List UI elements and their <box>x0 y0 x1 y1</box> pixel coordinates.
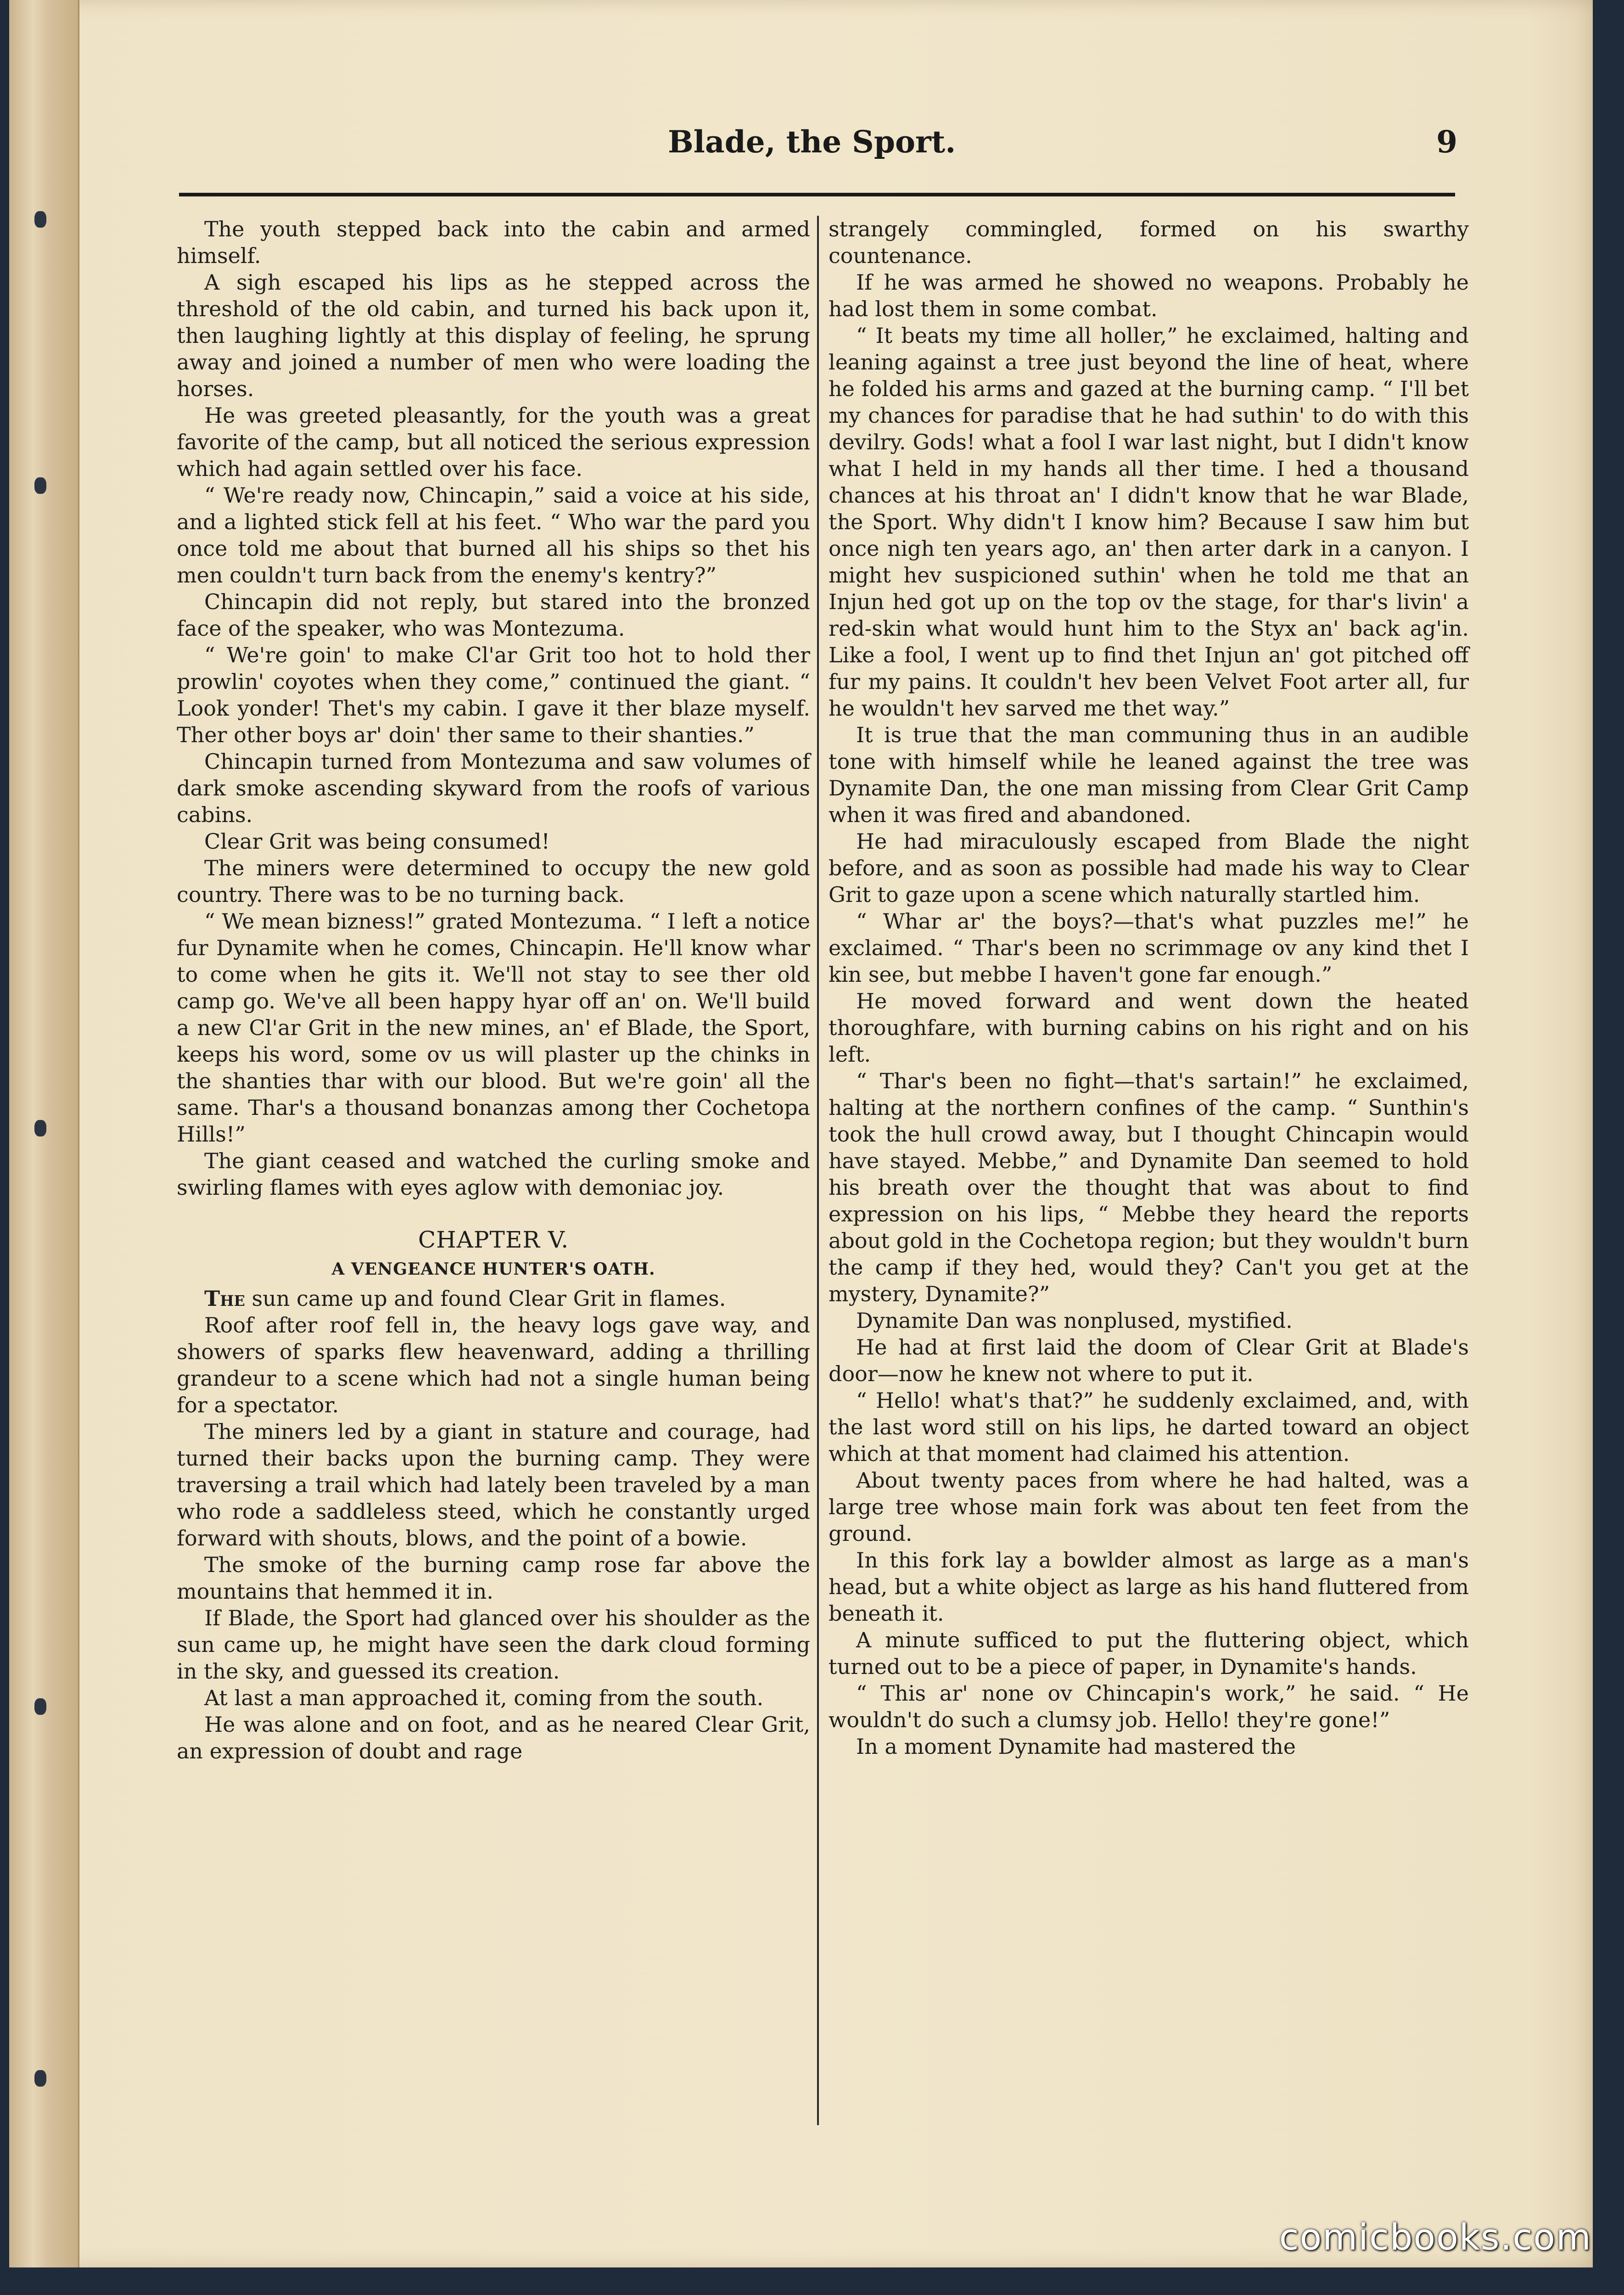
stitch-hole <box>34 1698 46 1715</box>
header-rule <box>179 193 1455 196</box>
left-column <box>177 216 810 1764</box>
paragraph: Chincapin did not reply, but stared into the bronzed face of the speaker, who was Montezuma. <box>177 589 810 641</box>
paragraph: The giant ceased and watched the curling smoke and swirling flames with eyes aglow with demoniac joy. <box>177 1148 810 1200</box>
paragraph: “ Whar ar' the boys?—that's what puzzles me!” he exclaimed. “ Thar's been no scrimmage ov any kind thet I kin see, but mebbe I haven't gone far enough.” <box>829 909 1469 987</box>
chapter-opening-paragraph <box>177 1285 810 1312</box>
paragraph: In a moment Dynamite had mastered the <box>856 1734 1296 1759</box>
right-column-paragraphs <box>829 216 1469 1760</box>
paragraph: If Blade, the Sport had glanced over his shoulder as the sun came up, he might have seen the dark cloud forming in the sky, and guessed its creation. <box>177 1606 810 1684</box>
stitch-hole <box>34 2070 46 2087</box>
paragraph: He was alone and on foot, and as he neared Clear Grit, an expression of doubt and rage <box>177 1712 810 1763</box>
paragraph: “ Thar's been no fight—that's sartain!” he exclaimed, halting at the northern confines of the camp. “ Sunthin's took the hull crowd away, but I thought Chincapin would have stayed. Mebbe,” and Dynamite Dan seemed to hold his breath over the thought that was about to find expression on his lips, “ Mebbe they heard the reports about gold in the Cochetopa region; but they wouldn't burn the camp if they hed, would they? Can't you get at the mystery, Dynamite?” <box>829 1069 1469 1306</box>
paragraph: A minute sufficed to put the fluttering object, which turned out to be a piece of paper, in Dynamite's hands. <box>829 1628 1469 1679</box>
paragraph: At last a man approached it, coming from the south. <box>204 1685 764 1710</box>
stitch-hole <box>34 211 46 228</box>
paragraph: He had miraculously escaped from Blade the night before, and as soon as possible had made his way to Clear Grit to gaze upon a scene which naturally startled him. <box>829 829 1469 907</box>
paragraph: Dynamite Dan was nonplused, mystified. <box>856 1308 1293 1333</box>
stitch-hole <box>34 477 46 494</box>
paragraph: Clear Grit was being consumed! <box>204 829 550 854</box>
paragraph: “ We're goin' to make Cl'ar Grit too hot to hold ther prowlin' coyotes when they come,” continued the giant. “ Look yonder! Thet's my cabin. I gave it ther blaze myself. Ther other boys ar' doin' ther same to their shanties.” <box>177 643 810 747</box>
paragraph: He was greeted pleasantly, for the youth was a great favorite of the camp, but all noticed the serious expression which had again settled over his face. <box>177 403 810 481</box>
paragraph: strangely commingled, formed on his swarthy countenance. <box>829 217 1469 268</box>
paragraph: “ We mean bizness!” grated Montezuma. “ I left a notice fur Dynamite when he comes, Chincapin. He'll know whar to come when he gits it. We'll not stay to see ther old camp go. We've all been happy hyar off an' on. We'll build a new Cl'ar Grit in the new mines, an' ef Blade, the Sport, keeps his word, some ov us will plaster up the chinks in the shanties thar with our blood. But we're goin' all the same. Thar's a thousand bonanzas among ther Cochetopa Hills!” <box>177 909 810 1147</box>
stitch-hole <box>34 1120 46 1136</box>
chapter-opening-text: sun came up and found Clear Grit in flames. <box>245 1286 726 1311</box>
paragraph: The smoke of the burning camp rose far above the mountains that hemmed it in. <box>177 1552 810 1604</box>
paragraph: “ It beats my time all holler,” he exclaimed, halting and leaning against a tree just beyond the line of heat, where he folded his arms and gazed at the burning camp. “ I'll bet my chances for paradise that he had suthin' to do with this devilry. Gods! what a fool I war last night, but I didn't know what I held in my hands all ther time. I hed a thousand chances at his throat an' I didn't know that he war Blade, the Sport. Why didn't I know him? Because I saw him but once nigh ten years ago, an' then arter dark in a canyon. I might hev suspicioned suthin' when he told me that an Injun hed got up on the top ov the stage, for thar's livin' a red-skin what would hunt him to the Styx an' back ag'in. Like a fool, I went up to find thet Injun an' got pitched off fur my pains. It couldn't hev been Velvet Foot arter all, fur he wouldn't hev sarved me thet way.” <box>829 323 1469 721</box>
paragraph: “ Hello! what's that?” he suddenly exclaimed, and, with the last word still on his lips, he darted toward an object which at that moment had claimed his attention. <box>829 1388 1469 1466</box>
book-page <box>9 0 1593 2267</box>
running-title: Blade, the Sport. <box>668 124 956 160</box>
paragraph: The miners led by a giant in stature and courage, had turned their backs upon the burning camp. They were traversing a trail which had lately been traveled by a man who rode a saddleless steed, which he constantly urged forward with shouts, blows, and the point of a bowie. <box>177 1419 810 1551</box>
left-column-paragraphs <box>177 216 810 1201</box>
paragraph: In this fork lay a bowlder almost as large as a man's head, but a white object as large as his hand fluttered from beneath it. <box>829 1548 1469 1626</box>
paragraph: “ This ar' none ov Chincapin's work,” he said. “ He wouldn't do such a clumsy job. Hello! they're gone!” <box>829 1681 1469 1732</box>
chapter-subtitle: A VENGEANCE HUNTER'S OATH. <box>331 1259 655 1279</box>
chapter-lead-word: The <box>204 1286 245 1311</box>
paragraph: “ We're ready now, Chincapin,” said a voice at his side, and a lighted stick fell at his feet. “ Who war the pard you once told me about that burned all his ships so thet his men couldn't turn back from the enemy's kentry?” <box>177 483 810 588</box>
paragraph: About twenty paces from where he had halted, was a large tree whose main fork was about ten feet from the ground. <box>829 1468 1469 1546</box>
paragraph: He moved forward and went down the heated thoroughfare, with burning cabins on his right and on his left. <box>829 989 1469 1067</box>
left-column-paragraphs-after <box>177 1312 810 1764</box>
paragraph: The youth stepped back into the cabin and armed himself. <box>177 217 810 268</box>
paragraph: A sigh escaped his lips as he stepped across the threshold of the old cabin, and turned his back upon it, then laughing lightly at this display of feeling, he sprung away and joined a number of men who were loading the horses. <box>177 270 810 401</box>
running-header <box>168 124 1457 174</box>
watermark: comicbooks.com <box>1279 2217 1592 2258</box>
paragraph: The miners were determined to occupy the new gold country. There was to be no turning back. <box>177 856 810 907</box>
paragraph: Chincapin turned from Montezuma and saw volumes of dark smoke ascending skyward from the roofs of various cabins. <box>177 749 810 827</box>
binding-spine <box>9 0 79 2267</box>
page-number: 9 <box>1436 124 1457 160</box>
paragraph: It is true that the man communing thus in an audible tone with himself while he leaned against the tree was Dynamite Dan, the one man missing from Clear Grit Camp when it was fired and abandoned. <box>829 722 1469 827</box>
right-column <box>829 216 1469 1760</box>
paragraph: He had at first laid the doom of Clear Grit at Blade's door—now he knew not where to put it. <box>829 1335 1469 1386</box>
paragraph: If he was armed he showed no weapons. Probably he had lost them in some combat. <box>829 270 1469 321</box>
paragraph: Roof after roof fell in, the heavy logs gave way, and showers of sparks flew heavenward, adding a thrilling grandeur to a scene which had not a single human being for a spectator. <box>177 1313 810 1417</box>
column-divider <box>817 216 819 2125</box>
chapter-title: CHAPTER V. <box>418 1226 569 1253</box>
